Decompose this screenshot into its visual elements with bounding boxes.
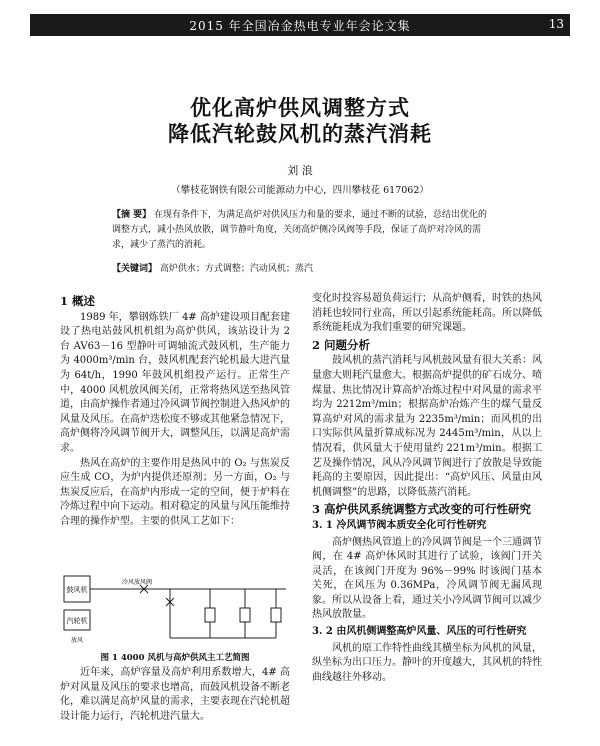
paper-title-line-2: 降低汽轮鼓风机的蒸汽消耗 <box>168 121 432 146</box>
left-column <box>60 292 290 530</box>
section-1-heading: 1 概述 <box>60 294 96 308</box>
author-affiliation: （攀枝花钢铁有限公司能源动力中心，四川攀枝花 617062） <box>171 185 429 196</box>
author-name: 刘 浪 <box>287 164 313 177</box>
section-1-paragraph-3: 近年来，高炉容量及高炉利用系数增大，4# 高炉对风量及风压的要求也增高，而鼓风机设备不断老化，难以满足高炉风量的需求，主要表现在汽轮机超设计能力运行，汽轮机进汽量大。 <box>60 667 290 722</box>
keywords <box>112 262 492 277</box>
figure-1-caption: 图 1 4000 风机与高炉供风主工艺简图 <box>100 653 250 663</box>
diagram-valve-label: 冷风放风阀 <box>122 579 153 586</box>
abstract-label: 【摘 要】 <box>112 210 152 220</box>
diagram-stove-3 <box>271 608 281 622</box>
section-3-1-paragraph: 高炉侧热风管道上的冷风调节阀是一个三通调节阀，在 4# 高炉休风时其进行了试验，该阀门开关灵活，在该阀门开度为 96%－99% 时该阀门基本关死，在风压为 0.36MPa，冷风调节阀无漏风现象。所以从设备上看，通过关小冷风调节阀可以减少热风放散量。 <box>312 536 542 621</box>
abstract-text: 在现有条件下，为满足高炉对供风压力和量的要求，通过不断的试验，总结出优化的调整方式，减小热风放散，调节静叶角度，关闭高炉侧冷风阀等手段，保证了高炉对冷风的需求，减少了蒸汽的消耗。 <box>112 210 488 250</box>
diagram-stove-1 <box>205 608 215 622</box>
diagram-turbine-label: 汽轮机 <box>66 617 88 625</box>
figure-1-process-diagram <box>60 572 290 648</box>
header-proceedings-title: 2015 年全国冶金热电专业年会论文集 <box>189 19 411 33</box>
section-3-1-heading: 3. 1 冷风调节阀本质安全化可行性研究 <box>312 519 487 531</box>
section-3-2-paragraph: 风机的原工作特性曲线其横坐标为风机的风量，纵坐标为出口压力。静叶的开度越大，其风机的特性曲线越往外移动。 <box>312 642 542 683</box>
section-1-paragraph-2: 热风在高炉的主要作用是热风中的 O₂ 与焦炭反应生成 CO，为炉内提供还原剂；另一方面，O₂ 与焦炭反应后，在高炉内形成一定的空间，便于炉料在冷炼过程中向下运动。相对稳定的风量与风压能维持合理的操作炉型。主要的供风工艺如下： <box>60 457 290 527</box>
abstract <box>112 208 492 253</box>
left-column-bottom <box>60 666 290 724</box>
paper-title-line-1: 优化高炉供风调整方式 <box>190 95 410 120</box>
diagram-blower-label: 鼓风机 <box>66 586 88 594</box>
diagram-stove-2 <box>240 608 250 622</box>
right-column <box>312 292 542 685</box>
page-number: 13 <box>548 17 564 31</box>
diagram-exhaust-label: 放风 <box>70 637 84 644</box>
section-1-paragraph-1: 1989 年，攀钢炼铁厂 4# 高炉建设项目配套建设了热电站鼓风机机组为高炉供风，该站设计为 2 台 AV63－16 型静叶可调轴流式鼓风机，生产能力为 4000m³/min 台，鼓风机配套汽轮机最大进汽量为 64t/h，1990 年鼓风机组投产运行。正常生产中，4000 风机放风阀关闭，正常将热风送至热风管道，由高炉操作者通过冷风调节阀控制进入热风炉的风量及风压。在高炉迭松度不够或其他紧急情况下，高炉侧将冷风调节阀开大，调整风压，以满足高炉需求。 <box>60 311 290 454</box>
keywords-label: 【关键词】 <box>112 264 158 274</box>
section-3-heading: 3 高炉供风系统调整方式改变的可行性研究 <box>312 502 532 517</box>
section-2-heading: 2 问题分析 <box>312 337 371 352</box>
continued-paragraph: 变化时投容易超负荷运行；从高炉侧看，时铁的热风消耗也较同行业高，所以引起系统能耗高。所以降低系统能耗成为我们重要的研究课题。 <box>312 293 542 334</box>
running-header <box>30 12 570 36</box>
section-3-2-heading: 3. 2 由风机侧调整高炉风量、风压的可行性研究 <box>312 626 527 638</box>
keywords-text: 高炉供水；方式调整；汽动风机；蒸汽 <box>159 264 313 274</box>
section-2-paragraph: 鼓风机的蒸汽消耗与风机鼓风量有很大关系：风量愈大则耗汽量愈大。根据高炉提供的矿石成分、喷煤量、焦比情况计算高炉冶炼过程中对风量的需求平均为 2212m³/min；根据高炉冶炼产生的煤气量反算高炉对风的需求量为 2235m³/min；而风机的出口实际供风量折算成标况为 2445m³/min，从以上情况看，供风量大于使用量约 221m³/min。根据工艺及操作情况，风从冷风调节阀进行了放散是导致能耗高的主要原因，因此提出：“高炉风压、风量由风机侧调整”的思路，以降低蒸汽消耗。 <box>312 355 542 498</box>
